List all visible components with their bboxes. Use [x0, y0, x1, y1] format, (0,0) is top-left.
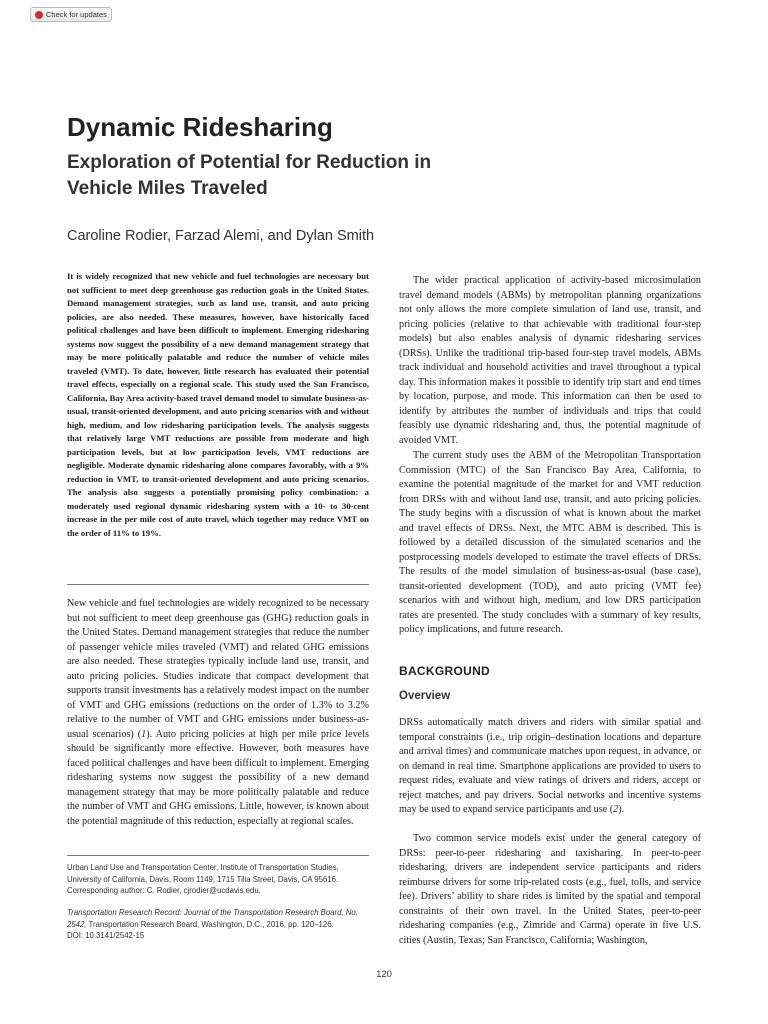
right-paragraph-3 — [399, 716, 701, 818]
check-for-updates-label: Check for updates — [46, 10, 107, 19]
abstract-divider — [67, 584, 369, 585]
publisher-info: Transportation Research Board, Washington, D.C., 2016, pp. 120–126. — [86, 919, 334, 929]
affiliation-footnote: Urban Land Use and Transportation Center, Institute of Transportation Studies, University of California, Davis, Room 1149, 1715 Tilia Street, Davis, CA 95616. Corresponding author: C. Rodier, cjrodier@ucdavis.edu. — [67, 863, 339, 895]
crossmark-icon — [35, 11, 43, 19]
reference-1[interactable]: 1 — [141, 728, 147, 740]
footnote-divider — [67, 855, 369, 856]
abstract: It is widely recognized that new vehicle and fuel technologies are necessary but not sufficient to meet deep greenhouse gas reduction goals in the United States. Demand management strategies, such as land use, transit, and auto pricing policies, are also needed. These measures, however, have historically faced political challenges and have been difficult to implement. Emerging ridesharing systems now suggest the possibility of a new demand management strategy that may be more politically palatable and reduce the number of vehicle miles traveled (VMT). To date, however, little research has evaluated their potential travel effects, especially on a regional scale. This study used the San Francisco, California, Bay Area activity-based travel demand model to simulate business-as-usual, transit-oriented development, and auto pricing scenarios with and without high, medium, and low ridesharing participation levels. The analysis suggests that relatively large VMT reductions are possible from moderate and high participation levels, but at low participation levels, VMT reductions are negligible. Moderate dynamic ridesharing alone compares favorably, with a 9% reduction in VMT, to transit-oriented development and auto pricing scenarios. The analysis also suggests a potentially promising policy combination: a moderately used regional dynamic ridesharing system with a 10- to 30-cent increase in the per mile cost of auto travel, which together may reduce VMT on the order of 11% to 19%. — [67, 271, 369, 538]
journal-footnote — [67, 907, 369, 942]
right-paragraph-4: Two common service models exist under the general category of DRSs: peer-to-peer ridesharing and taxisharing. In peer-to-peer ridesharing, drivers are independent service participants and riders reimburse drivers for some trip-related costs (e.g., fuel, tolls, and service fee). Drivers’ ability to share rides is limited by the spatial and temporal constraints of their own travel. In the United States, peer-to-peer ridesharing companies (e.g., Zimride and Carma) operate in five U.S. cities (Austin, Texas; San Francisco, California; Washington, — [399, 833, 701, 946]
subsection-heading-overview: Overview — [399, 690, 451, 702]
author-list: Caroline Rodier, Farzad Alemi, and Dylan Smith — [67, 228, 375, 244]
right-paragraph-1: The wider practical application of activity-based microsimulation travel demand models (ABMs) by metropolitan planning organizations not only allows the more complete simulation of land use, transit, and pricing policies (relative to that achievable with traditional four-step models) but also enables analysis of dynamic ridesharing services (DRSs). Unlike the traditional trip-based four-step travel models, ABMs track individual and household activities and travel throughout a typical day. This information makes it possible to identify trip start and end times by location, purpose, and mode. This information can then be used to identify by attributes the number of individuals and trips that could feasibly use dynamic ridesharing and, thus, the potential magnitude of avoided VMT. — [399, 275, 701, 446]
journal-name: Transportation Research Record: Journal of the Transportation Research Board, No. 2542, — [67, 908, 358, 929]
page-number: 120 — [376, 969, 392, 980]
doi[interactable]: DOI: 10.3141/2542-15 — [67, 931, 145, 940]
intro-text-a: New vehicle and fuel technologies are widely recognized to be necessary but not sufficient to meet deep greenhouse gas (GHG) reduction goals in the United States. Demand management strategies that reduce the number of passenger vehicle miles traveled (VMT) and related GHG emissions are also needed. These strategies typically include land use, transit, and auto pricing policies. Studies indicate that compact development that supports transit investments has a relatively modest impact on the number of VMT and GHG emissions (reductions on the order of 1.3% to 3.2% relative to the number of VMT and GHG emissions under business-as-usual scenarios) ( — [67, 598, 369, 740]
right-paragraph-2: The current study uses the ABM of the Metropolitan Transportation Commission (MTC) of the San Francisco Bay Area, California, to examine the potential magnitude of the market for and VMT reduction from DRSs with and without land use, transit, and auto pricing policies. The study begins with a discussion of what is known about the market and travel effects of DRSs. Next, the MTC ABM is described. This is followed by a detailed discussion of the simulated scenarios and the postprocessing models developed to estimate the travel effects of DRSs. The results of the model simulation of business-as-usual (base case), transit-oriented development (TOD), and auto pricing (VMT fee) scenarios with and without high, medium, and low DRS participation rates are presented. The study concludes with a summary of key results, policy implications, and future research. — [399, 450, 701, 635]
right-p3-text-a: DRSs automatically match drivers and riders with similar spatial and temporal constraints (i.e., trip origin–destination locations and departure and arrival times) and communicate matches upon request, in advance, or on demand in real time. Smartphone applications are provided to users to request rides, evaluate and view ratings of drivers and riders, accept or reject matches, and pay drivers. Social networks and incentive systems may be used to expand service participants and use ( — [399, 717, 701, 815]
right-p3-text-b: ). — [618, 804, 625, 815]
article-title: Dynamic Ridesharing — [67, 112, 333, 142]
article-subtitle: Exploration of Potential for Reduction in Vehicle Miles Traveled — [67, 152, 432, 199]
reference-2[interactable]: 2 — [613, 804, 619, 815]
section-heading-background: BACKGROUND — [399, 664, 490, 678]
check-for-updates-badge[interactable] — [30, 7, 112, 22]
intro-paragraph — [67, 597, 369, 829]
intro-text-b: ). Auto pricing policies at high per mile price levels should be significantly more effective. However, both measures have faced political challenges and have been difficult to implement. Emerging ridesharing systems now suggest the possibility of a new demand management strategy that may be more politically palatable and reduce the number of VMT and GHG emissions. Little, however, is known about the potential magnitude of this reduction, especially at regional scales. — [67, 728, 369, 827]
